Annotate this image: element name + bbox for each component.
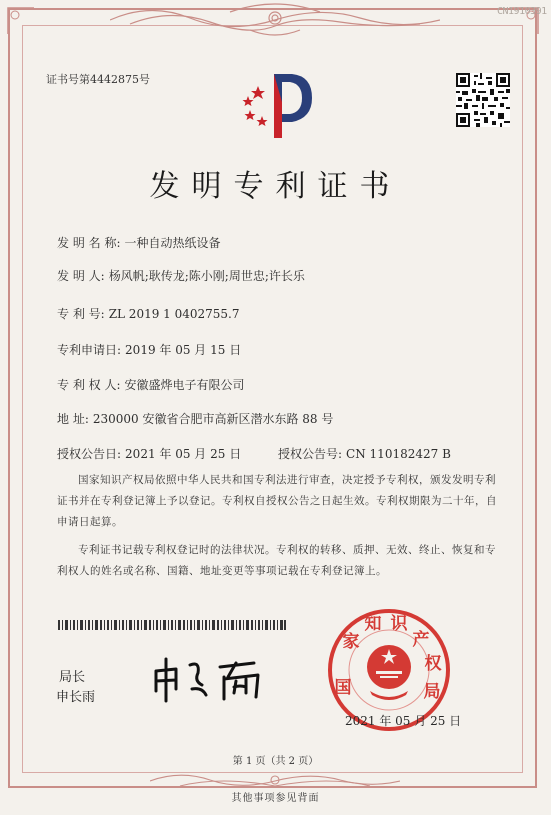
seal-date: 2021 年 05 月 25 日 — [345, 714, 462, 728]
top-ornament — [110, 0, 440, 40]
invention-name-value: 一种自动热纸设备 — [124, 236, 221, 250]
svg-text:国 家 知 识: 国 家 知 识 产 权 局 — [334, 614, 442, 702]
signatory-name: 申长雨 — [56, 690, 96, 705]
patentee-label: 专 利 权 人: — [57, 378, 121, 392]
barcode — [58, 620, 286, 630]
invention-name-row — [57, 234, 221, 251]
grant-statement-paragraph: 国家知识产权局依照中华人民共和国专利法进行审查，决定授予专利权，颁发发明专利证书并在专利登记簿上予以登记。专利权自授权公告之日起生效。专利权期限为二十年，自申请日起算。 — [57, 474, 497, 528]
filing-date-label: 专利申请日: — [57, 343, 122, 357]
signature-image — [150, 651, 280, 706]
address-label: 地 址: — [57, 412, 89, 426]
grant-date-row — [57, 445, 241, 462]
corner-ornament-top-left — [6, 6, 36, 36]
grant-number-value: CN 110182427 B — [346, 447, 451, 461]
patent-number-label: 专 利 号: — [57, 307, 105, 321]
signatory-title: 局长 — [59, 670, 86, 685]
patentee-value: 安徽盛烨电子有限公司 — [124, 378, 245, 392]
filing-date-row — [57, 341, 241, 358]
invention-name-label: 发 明 名 称: — [57, 236, 121, 250]
grant-date-value: 2021 年 05 月 25 日 — [125, 447, 242, 461]
grant-date-label: 授权公告日: — [57, 447, 122, 461]
page-indicator: 第 1 页（共 2 页） — [232, 756, 319, 767]
certificate-title: 发明专利证书 — [149, 169, 402, 204]
inventors-value: 杨风帆;耿传龙;陈小刚;周世忠;许长乐 — [108, 269, 305, 283]
handwritten-note: CN1910391 — [497, 6, 547, 17]
address-row — [57, 410, 333, 427]
footer-note: 其他事项参见背面 — [231, 793, 320, 804]
qr-code — [456, 73, 510, 127]
patentee-row — [57, 376, 245, 393]
patent-number-value: ZL 2019 1 0402755.7 — [108, 307, 240, 321]
patent-office-logo — [236, 72, 316, 142]
address-value: 230000 安徽省合肥市高新区潜水东路 88 号 — [92, 412, 334, 426]
legal-status-paragraph: 专利证书记载专利权登记时的法律状况。专利权的转移、质押、无效、终止、恢复和专利权人的姓名或名称、国籍、地址变更等事项记载在专利登记簿上。 — [57, 544, 496, 577]
certificate-number: 证书号第4442875号 — [46, 73, 150, 86]
patent-number-row — [57, 305, 240, 322]
filing-date-value: 2019 年 05 月 15 日 — [125, 343, 242, 357]
inventor-row — [57, 267, 305, 284]
grant-number-row — [278, 445, 451, 462]
inventor-label: 发 明 人: — [57, 269, 105, 283]
grant-number-label: 授权公告号: — [278, 447, 343, 461]
